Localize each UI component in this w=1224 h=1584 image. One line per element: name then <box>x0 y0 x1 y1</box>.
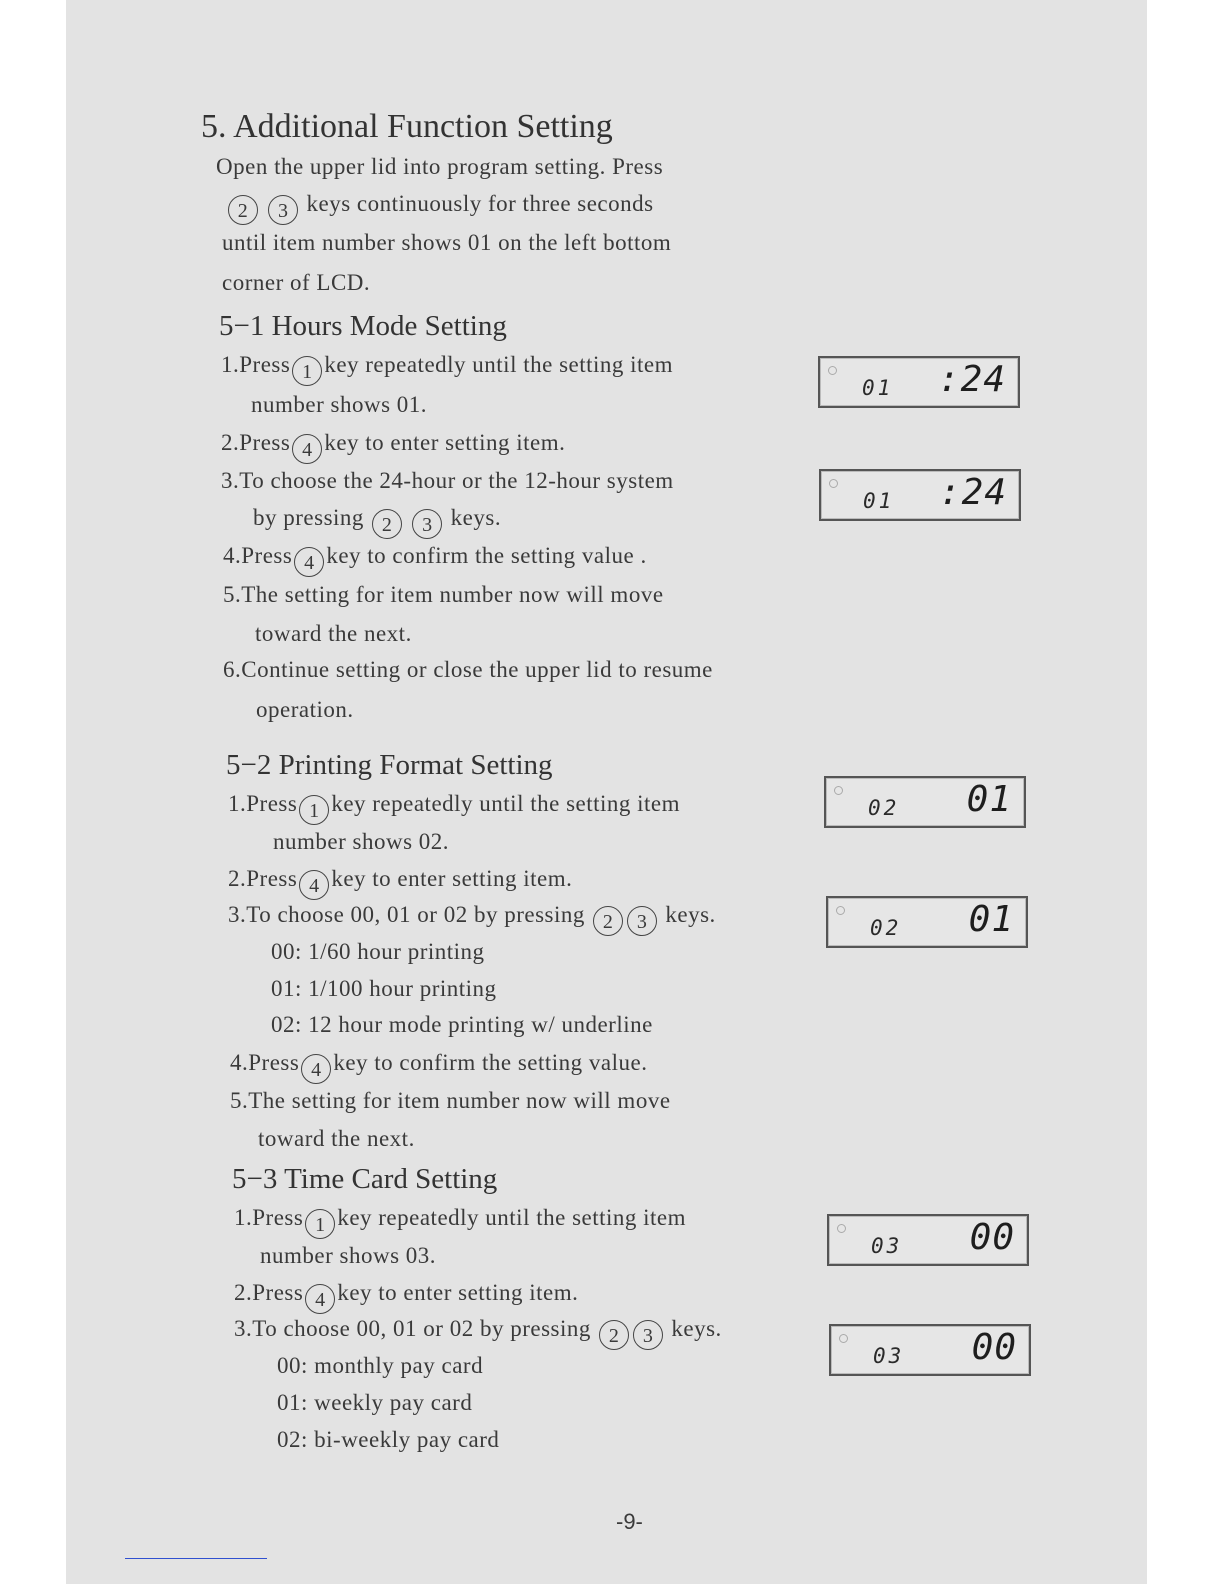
lcd-value: 01 <box>968 899 1014 940</box>
key-3-icon: 3 <box>627 906 657 936</box>
s2-step-1-cont: number shows 02. <box>273 829 450 854</box>
lcd-display-timecard-value <box>829 1324 1031 1376</box>
s1-step-2-text: key to enter setting item. <box>324 430 566 455</box>
footer-divider <box>125 1558 267 1559</box>
s1-step-3-suffix: keys. <box>450 505 502 530</box>
key-4-icon: 4 <box>294 547 324 577</box>
lcd-display-printing-value <box>826 896 1028 948</box>
lcd-value: :24 <box>937 359 1006 400</box>
s2-step-4-prefix: 4.Press <box>230 1050 300 1075</box>
key-3-icon: 3 <box>412 509 442 539</box>
page-title: 5. Additional Function Setting <box>201 108 613 145</box>
s1-step-6: 6.Continue setting or close the upper lid to resume <box>223 657 713 682</box>
s3-step-1 <box>234 1205 686 1239</box>
lcd-item-number: 02 <box>870 916 902 940</box>
lcd-value: 01 <box>966 779 1012 820</box>
s1-step-4-text: key to confirm the setting value . <box>326 543 647 568</box>
s1-step-3: 3.To choose the 24-hour or the 12-hour system <box>221 468 674 493</box>
s3-step-1-text: key repeatedly until the setting item <box>337 1205 687 1230</box>
s3-option-00: 00: monthly pay card <box>277 1353 484 1378</box>
s1-step-3-prefix: by pressing <box>253 505 364 530</box>
s1-step-3-cont <box>253 505 501 539</box>
key-4-icon: 4 <box>299 870 329 900</box>
intro-line-1: Open the upper lid into program setting. Press <box>216 154 664 179</box>
key-2-icon: 2 <box>593 906 623 936</box>
s2-step-2-text: key to enter setting item. <box>331 866 573 891</box>
s1-step-4-prefix: 4.Press <box>223 543 293 568</box>
s1-step-1-cont: number shows 01. <box>251 392 428 417</box>
section-heading-printing-format: 5−2 Printing Format Setting <box>226 749 553 781</box>
s1-step-5-cont: toward the next. <box>255 621 412 646</box>
key-2-icon: 2 <box>228 195 258 225</box>
lcd-indicator-icon <box>834 786 843 795</box>
s2-step-1-text: key repeatedly until the setting item <box>331 791 681 816</box>
key-3-icon: 3 <box>268 195 298 225</box>
s3-option-01: 01: weekly pay card <box>277 1390 473 1415</box>
s2-step-1 <box>228 791 680 825</box>
lcd-item-number: 03 <box>871 1234 903 1258</box>
s1-step-1-text: key repeatedly until the setting item <box>324 352 674 377</box>
lcd-item-number: 01 <box>862 376 894 400</box>
lcd-value: :24 <box>938 472 1007 513</box>
s3-step-3-prefix: 3.To choose 00, 01 or 02 by pressing <box>234 1316 591 1341</box>
s3-step-3 <box>234 1316 722 1350</box>
lcd-indicator-icon <box>839 1334 848 1343</box>
key-4-icon: 4 <box>305 1284 335 1314</box>
key-2-icon: 2 <box>372 509 402 539</box>
s2-step-2 <box>228 866 572 900</box>
s2-option-00: 00: 1/60 hour printing <box>271 939 485 964</box>
lcd-item-number: 01 <box>863 489 895 513</box>
s1-step-6-cont: operation. <box>256 697 354 722</box>
s2-step-3-suffix: keys. <box>665 902 716 927</box>
section-heading-hours-mode: 5−1 Hours Mode Setting <box>219 310 507 342</box>
lcd-display-timecard-item <box>827 1214 1029 1266</box>
s1-step-1-prefix: 1.Press <box>221 352 291 377</box>
s3-step-2-prefix: 2.Press <box>234 1280 304 1305</box>
lcd-item-number: 02 <box>868 796 900 820</box>
s3-step-1-prefix: 1.Press <box>234 1205 304 1230</box>
intro-line-2-text: keys continuously for three seconds <box>306 191 654 216</box>
lcd-indicator-icon <box>837 1224 846 1233</box>
s1-step-2-prefix: 2.Press <box>221 430 291 455</box>
lcd-indicator-icon <box>828 366 837 375</box>
s1-step-2 <box>221 430 565 464</box>
s2-option-02: 02: 12 hour mode printing w/ underline <box>271 1012 653 1037</box>
s1-step-4 <box>223 543 647 577</box>
s3-option-02: 02: bi-weekly pay card <box>277 1427 500 1452</box>
s3-step-3-suffix: keys. <box>671 1316 722 1341</box>
key-4-icon: 4 <box>301 1054 331 1084</box>
section-heading-time-card: 5−3 Time Card Setting <box>232 1163 498 1195</box>
s3-step-2 <box>234 1280 578 1314</box>
key-1-icon: 1 <box>305 1209 335 1239</box>
intro-line-2 <box>226 191 654 225</box>
s1-step-1 <box>221 352 673 386</box>
s2-step-3 <box>228 902 716 936</box>
lcd-value: 00 <box>971 1327 1017 1368</box>
s3-step-2-text: key to enter setting item. <box>337 1280 579 1305</box>
page-number: -9- <box>616 1509 643 1534</box>
s3-step-1-cont: number shows 03. <box>260 1243 437 1268</box>
lcd-display-printing-item <box>824 776 1026 828</box>
intro-line-3: until item number shows 01 on the left bottom <box>222 230 672 255</box>
key-4-icon: 4 <box>292 434 322 464</box>
lcd-value: 00 <box>969 1217 1015 1258</box>
key-1-icon: 1 <box>292 356 322 386</box>
intro-line-4: corner of LCD. <box>222 270 371 295</box>
key-2-icon: 2 <box>599 1320 629 1350</box>
s2-step-4 <box>230 1050 647 1084</box>
s2-step-5: 5.The setting for item number now will move <box>230 1088 671 1113</box>
s2-step-1-prefix: 1.Press <box>228 791 298 816</box>
lcd-indicator-icon <box>829 479 838 488</box>
lcd-item-number: 03 <box>873 1344 905 1368</box>
s2-step-2-prefix: 2.Press <box>228 866 298 891</box>
s2-step-4-text: key to confirm the setting value. <box>333 1050 648 1075</box>
key-1-icon: 1 <box>299 795 329 825</box>
lcd-display-hours-value <box>819 469 1021 521</box>
s2-step-5-cont: toward the next. <box>258 1126 415 1151</box>
s2-option-01: 01: 1/100 hour printing <box>271 976 497 1001</box>
lcd-display-hours-item <box>818 356 1020 408</box>
lcd-indicator-icon <box>836 906 845 915</box>
s2-step-3-prefix: 3.To choose 00, 01 or 02 by pressing <box>228 902 585 927</box>
s1-step-5: 5.The setting for item number now will move <box>223 582 664 607</box>
key-3-icon: 3 <box>633 1320 663 1350</box>
